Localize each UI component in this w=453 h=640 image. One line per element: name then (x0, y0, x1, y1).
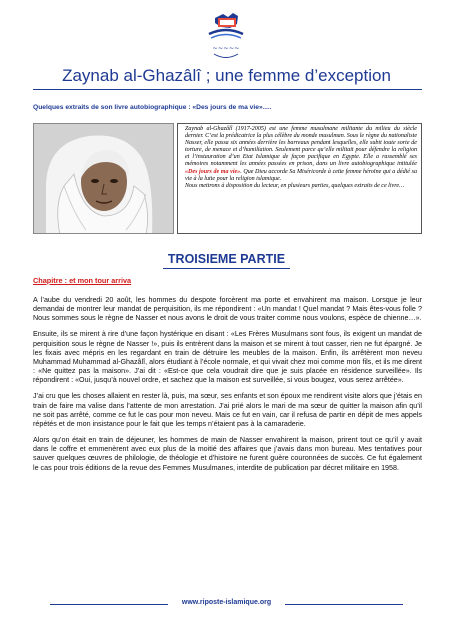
intro-box (177, 123, 422, 234)
footer-link[interactable]: www.riposte-islamique.org (181, 599, 272, 606)
intro-text (185, 126, 417, 183)
intro-note: Nous mettrons à disposition du lecteur, en plusieurs parties, quelques extraits de ce livre… (185, 182, 405, 189)
article-body (33, 296, 422, 480)
page-title: Zaynab al-Ghazâlî ; une femme d’exception (62, 66, 391, 85)
part-title: TROISIEME PARTIE (167, 252, 286, 266)
paragraph-3: J’ai cru que les choses allaient en rester là, puis, ma sœur, ses enfants et son époux me rendirent visite alors que j’étais en train de faire ma valise dans l’attente de mon arrestation. J’ai prié alors le mari de ma sœur de quitter la maison afin qu’il ne soit pas arrêté, comme ce fut le cas pour mon neveu. Mais ce fut en vain, car il refusa de partir en dépit de mes appels répétés et de mon insistance pour le fait que les temps n’étaient pas à la camaraderie. (33, 392, 422, 428)
paragraph-4: Alors qu’on était en train de déjeuner, les hommes de main de Nasser envahirent la maison, prirent tout ce qu’il y avait dans le coffre et emmenèrent avec eux plus de la moitié des affaires que j’avais dans mon bureau. Mes tentatives pour sauver quelques œuvres de philologie, de théologie et d’histoire ne furent guère couronnées de succès. Ce fut également le cas pour trois éditions de la revue des Femmes Musulmanes, interdite de publication par décret militaire en 1958. (33, 436, 422, 472)
portrait-illustration (34, 124, 174, 234)
subtitle: Quelques extraits de son livre autobiographique : «Des jours de ma vie»…. (33, 104, 272, 111)
paragraph-2: Ensuite, ils se mirent à rire d’une façon hystérique en disant : «Les Frères Musulmans sont fous, ils exigent un mandat de perquisition sous le règne de Nasser !», puis ils entrèrent dans la maison et se mirent à tout casser, rien ne fut épargné. Je les fixais avec mépris en les regardant en train de détruire les meubles de la maison. Enfin, ils arrêtèrent mon neveu Muhammad Muhammad al-Ghazâlî, alors étudiant à l’école normale, et qui vivait chez moi comme mon fils, et ils me dirent : «Ne quittez pas la maison». J’ai dit : «Est-ce que cela voudrait dire que je suis placée en résidence surveillée». Ils répondirent : «Oui, jusqu’à nouvel ordre, et sachez que la maison est surveillée, si vous bougez, vous serez arrêtée». (33, 330, 422, 385)
footer-rule-right (285, 604, 403, 605)
site-logo-icon (201, 4, 251, 66)
paragraph-1: A l’aube du vendredi 20 août, les hommes du despote forcèrent ma porte et envahirent ma maison. Lorsque je leur demandai de montrer leur mandat de perquisition, ils me répondirent : «Un mandat ! Quel mandat ? Mais êtes-vous folle ? Nous sommes sous le règne de Nasser et nous avons le droit de vous traiter comme nous voulons, espèce de chienne…». (33, 296, 422, 323)
svg-text:~~~~~: ~~~~~ (212, 44, 240, 52)
book-title-highlight: «Des jours de ma vie» (185, 168, 241, 175)
title-underline (33, 89, 422, 90)
part-title-underline (163, 268, 290, 269)
chapter-heading: Chapitre : et mon tour arriva (33, 276, 132, 285)
portrait-photo (33, 123, 174, 234)
intro-text-end: . Que Dieu accorde Sa Miséricorde à cette femme héroïne qui a dédié sa vie à la lutte pour la religion islamique. (185, 168, 417, 182)
intro-text-start: Zaynab al-Ghazâlî (1917-2005) est une femme musulmane militante du milieu du siècle dernier. C’est la prédicatrice la plus célèbre du monde musulman. Sous le règne du nationaliste Nasser, elle passa six années derrière les barreaux pendant lesquelles, elle subit toute sorte de torture, de menace et d’humiliation. Seulement parce qu’elle militait pour défendre la religion et l’instauration d’un Etat Islamique de façon pacifique en Egypte. Elle a rassemblé ses mémoires notamment les années passées en prison, dans un livre autobiographique intitulée (185, 126, 417, 168)
